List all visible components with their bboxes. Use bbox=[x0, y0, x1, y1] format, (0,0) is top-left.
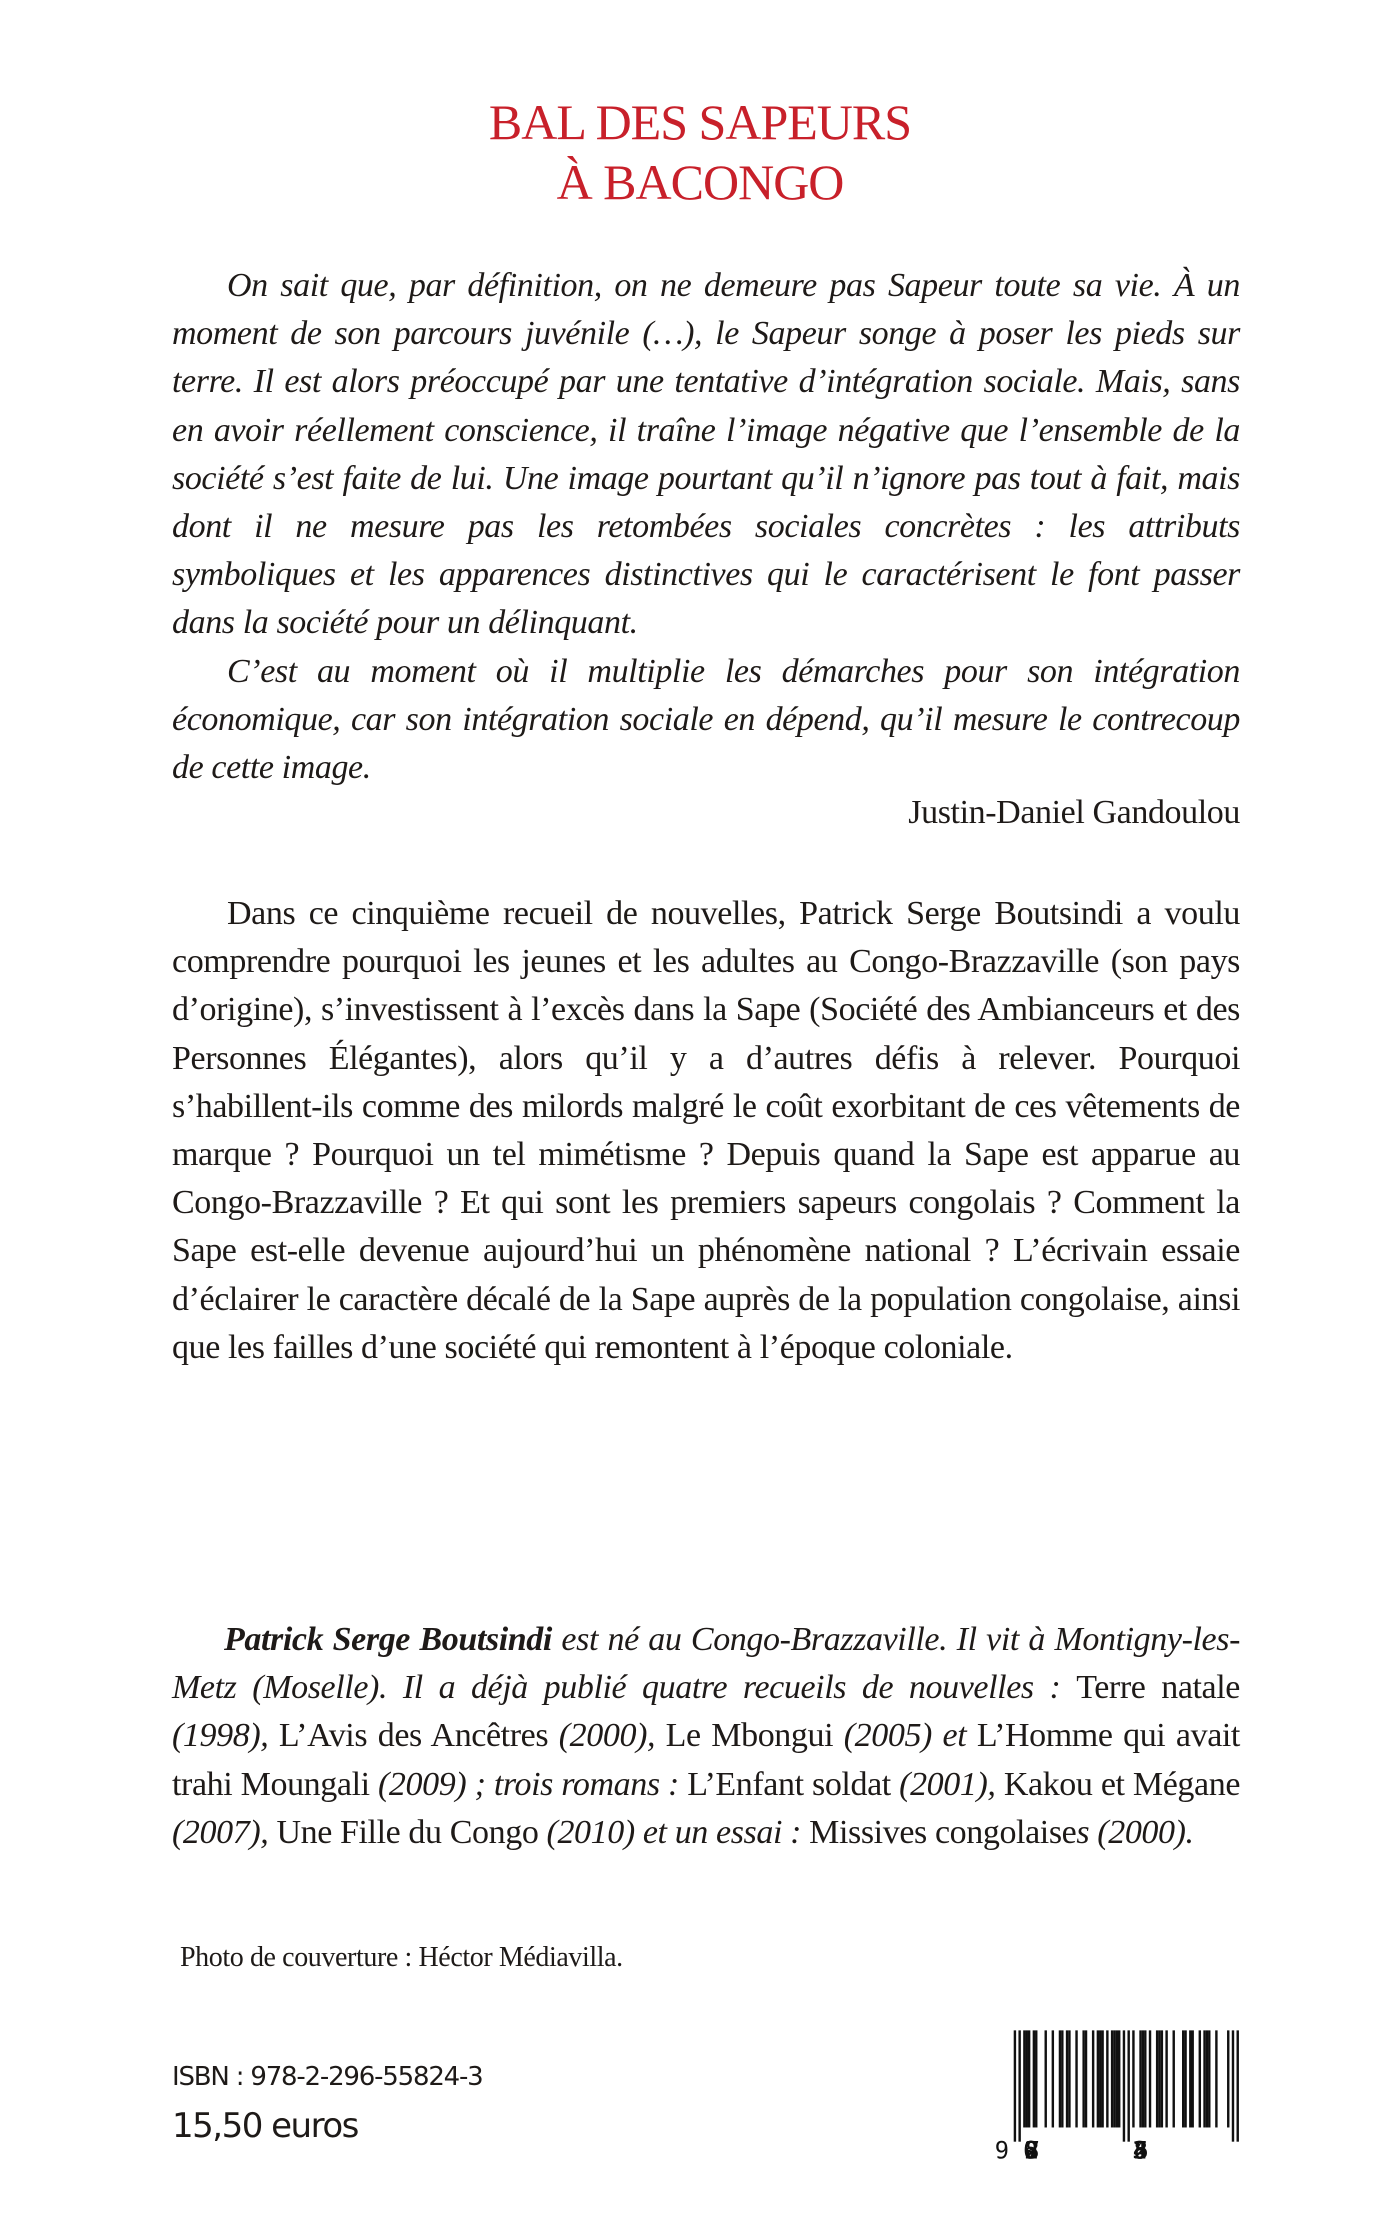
book-title: L’Enfant soldat bbox=[687, 1765, 891, 1803]
quote-author: Justin-Daniel Gandoulou bbox=[908, 794, 1240, 831]
barcode bbox=[990, 2028, 1246, 2163]
barcode-bar bbox=[1123, 2030, 1125, 2141]
isbn: ISBN : 978-2-296-55824-3 bbox=[172, 2062, 483, 2092]
barcode-bar bbox=[1144, 2030, 1146, 2127]
photo-credit: Photo de couverture : Héctor Médiavilla. bbox=[180, 1942, 623, 1973]
barcode-bar bbox=[1052, 2030, 1054, 2127]
barcode-bar bbox=[1045, 2030, 1047, 2127]
barcode-bar bbox=[1106, 2030, 1108, 2127]
barcode-bar bbox=[1101, 2030, 1103, 2127]
summary-paragraph: Dans ce cinquième recueil de nouvelles, Patrick Serge Boutsindi a voulu comprendre pourquoi les jeunes et les adultes au Congo-Brazzaville (son pays d’origine), s’investissent à l’excès dans la Sape (Société des Ambianceurs et des Personnes Élégantes), alors qu’il y a d’autres défis à relever. Pourquoi s’habillent-ils comme des milords malgré le coût exorbitant de ces vêtements de marque ? Pourquoi un tel mimétisme ? Depuis quand la Sape est apparue au Congo-Brazzaville ? Et qui sont les premiers sapeurs congolais ? Comment la Sape est-elle devenue aujourd’hui un phénomène national ? L’écrivain essaie d’éclairer le caractère décalé de la Sape auprès de la population congolaise, ainsi que les failles d’une société qui remontent à l’époque coloniale. bbox=[172, 895, 1240, 1366]
barcode-bar bbox=[1033, 2030, 1035, 2127]
barcode-bar bbox=[1156, 2030, 1158, 2127]
barcode-bar bbox=[1118, 2030, 1120, 2127]
barcode-bar bbox=[1132, 2030, 1134, 2127]
quote-paragraph: On sait que, par définition, on ne demeure pas Sapeur toute sa vie. À un moment de son parcours juvénile (…), le Sapeur songe à poser les pieds sur terre. Il est alors préoccupé par une tentative d’intégration sociale. Mais, sans en avoir réellement conscience, il traîne l’image négative que l’ensemble de la société s’est faite de lui. Une image pourtant qu’il n’ignore pas tout à fait, mais dont il ne mesure pas les retombées sociales concrètes : les attributs symboliques et les apparences distinctives qui le caractérisent le font passer dans la société pour un délinquant. bbox=[172, 267, 1240, 642]
barcode-bar bbox=[1085, 2030, 1087, 2127]
bio-text: s (2000). bbox=[1076, 1813, 1194, 1851]
bio-text: (1998), bbox=[172, 1717, 279, 1755]
bio-text: (2009) ; trois romans : bbox=[369, 1765, 688, 1803]
price: 15,50 euros bbox=[172, 2106, 358, 2146]
author-bio bbox=[172, 1616, 1240, 1857]
bio-text: (2005) et bbox=[833, 1717, 977, 1755]
summary-text bbox=[172, 890, 1240, 1372]
barcode-bar bbox=[1023, 2030, 1025, 2127]
barcode-bar bbox=[1059, 2030, 1061, 2127]
barcode-bar bbox=[1116, 2030, 1118, 2127]
quote-paragraph: C’est au moment où il multiplie les démarches pour son intégration économique, car son intégration sociale en dépend, qu’il mesure le contrecoup de cette image. bbox=[172, 652, 1240, 787]
book-title: L’Homme qui avait trahi Moungali bbox=[172, 1717, 1240, 1803]
barcode-bar bbox=[1173, 2030, 1175, 2127]
book-title: Le Mbongui bbox=[665, 1717, 834, 1755]
bio-text: est né au Congo-Brazzaville. Il vit à Montigny-les-Metz (Moselle). Il a déjà publié quatre recueils de nouvelles : bbox=[172, 1621, 1240, 1707]
book-title: Une Fille du Congo bbox=[276, 1813, 539, 1851]
bio-text: (2010) et un essai : bbox=[538, 1813, 810, 1851]
barcode-bar bbox=[1184, 2030, 1186, 2127]
barcode-bar bbox=[1149, 2030, 1151, 2127]
barcode-bar bbox=[1208, 2030, 1210, 2127]
barcode-bar bbox=[1082, 2030, 1084, 2127]
barcode-bar bbox=[1026, 2030, 1028, 2127]
barcode-bar bbox=[1189, 2030, 1191, 2127]
book-title: Missives congolaise bbox=[809, 1813, 1077, 1851]
barcode-bar bbox=[1227, 2030, 1229, 2127]
barcode-bar bbox=[1199, 2030, 1201, 2127]
barcode-bar bbox=[1111, 2030, 1113, 2127]
barcode-bar bbox=[1139, 2030, 1141, 2127]
barcode-bar bbox=[1203, 2030, 1205, 2127]
barcode-bar bbox=[1165, 2030, 1167, 2127]
barcode-bar bbox=[1191, 2030, 1193, 2127]
barcode-digits: 9 bbox=[994, 2136, 1010, 2163]
barcode-bar bbox=[1113, 2030, 1115, 2127]
barcode-bar bbox=[1018, 2030, 1020, 2141]
barcode-bar bbox=[1035, 2030, 1037, 2127]
barcode-bar bbox=[1237, 2030, 1239, 2141]
book-title: Terre natale bbox=[1076, 1669, 1240, 1707]
barcode-bar bbox=[1232, 2030, 1234, 2141]
barcode-bar bbox=[1127, 2030, 1129, 2141]
bio-text: (2007), bbox=[172, 1813, 277, 1851]
barcode-bar bbox=[1061, 2030, 1063, 2127]
barcode-bar bbox=[1182, 2030, 1184, 2127]
barcode-digits: 782296 bbox=[1023, 2136, 1040, 2163]
barcode-bar bbox=[1066, 2030, 1068, 2127]
barcode-bar bbox=[1206, 2030, 1208, 2127]
book-title-line-2: À BACONGO bbox=[556, 154, 844, 210]
barcode-bar bbox=[1142, 2030, 1144, 2127]
epigraph-quote bbox=[172, 262, 1240, 792]
barcode-bar bbox=[1014, 2030, 1016, 2141]
barcode-bar bbox=[1161, 2030, 1163, 2127]
barcode-bar bbox=[1215, 2030, 1217, 2127]
book-title: Kakou et Mégane bbox=[1003, 1765, 1241, 1803]
barcode-bar bbox=[1075, 2030, 1077, 2127]
author-name: Patrick Serge Boutsindi bbox=[224, 1621, 552, 1658]
book-title-line-1: BAL DES SAPEURS bbox=[488, 94, 912, 150]
bio-text: (2001), bbox=[890, 1765, 1004, 1803]
book-title: L’Avis des Ancêtres bbox=[278, 1717, 549, 1755]
barcode-bar bbox=[1068, 2030, 1070, 2127]
barcode-digits: 558243 bbox=[1132, 2136, 1149, 2163]
barcode-bar bbox=[1097, 2030, 1099, 2127]
bio-text: (2000), bbox=[548, 1717, 666, 1755]
barcode-bar bbox=[1028, 2030, 1030, 2127]
barcode-bar bbox=[1099, 2030, 1101, 2127]
barcode-bar bbox=[1158, 2030, 1160, 2127]
barcode-bar bbox=[1092, 2030, 1094, 2127]
